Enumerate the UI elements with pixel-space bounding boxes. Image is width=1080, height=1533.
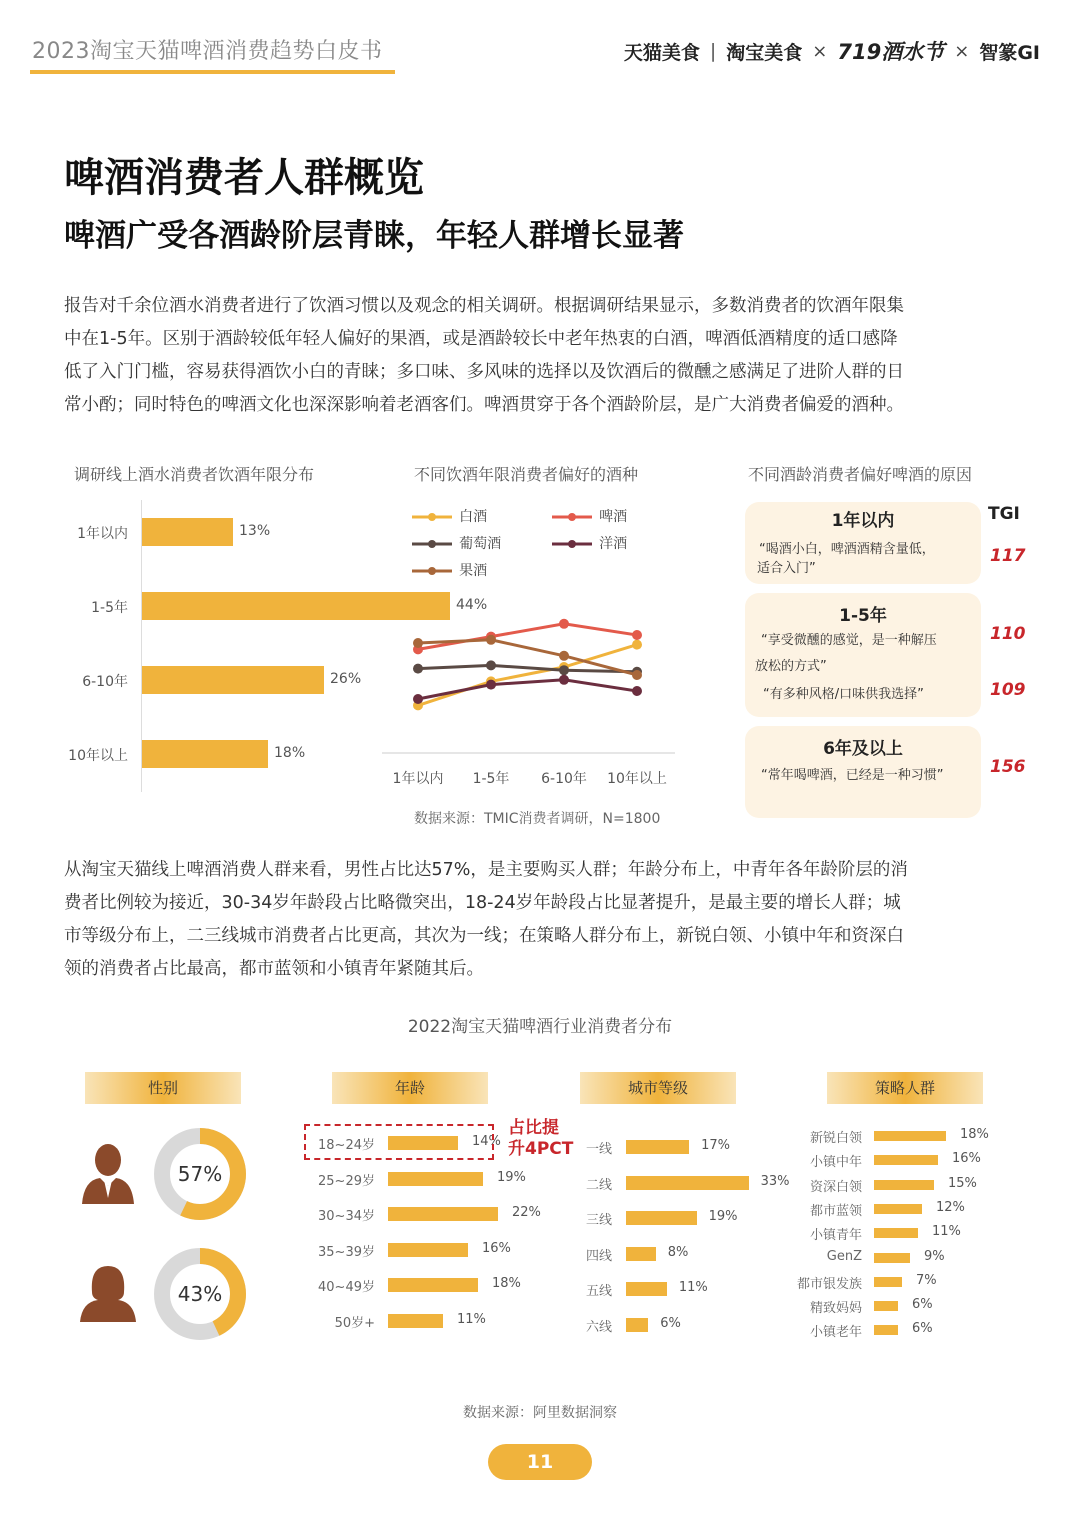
series-point: [413, 638, 423, 648]
bar: [388, 1314, 443, 1328]
reason-quote: 放松的方式”: [755, 659, 827, 674]
series-point: [559, 619, 569, 629]
x-tick-label: 6-10年: [541, 771, 587, 787]
bar-category-label: 50岁+: [334, 1315, 375, 1331]
series-point: [413, 694, 423, 704]
bar: [874, 1204, 922, 1214]
bar-value-label: 7%: [916, 1272, 937, 1288]
legend-label: 洋酒: [599, 536, 628, 552]
legend-swatch-beer: [550, 511, 594, 523]
reason-quote: 适合入门”: [757, 561, 816, 576]
bar-value-label: 44%: [456, 597, 488, 613]
bar-category-label: 新锐白领: [809, 1131, 862, 1146]
reason-card-head: 1年以内: [831, 511, 895, 531]
page-subtitle: 啤酒广受各酒龄阶层青睐，年轻人群增长显著: [64, 218, 684, 254]
age-highlight-line: 占比提: [508, 1118, 559, 1138]
bar-value-label: 16%: [952, 1151, 981, 1167]
distribution-line: 市等级分布上，二三线城市消费者占比更高，其次为一线；在策略人群分布上，新锐白领、小镇中年和资深白: [64, 926, 904, 946]
years-chart-title: 调研线上酒水消费者饮酒年限分布: [74, 465, 315, 484]
series-point: [632, 686, 642, 696]
bar-value-label: 19%: [497, 1169, 526, 1185]
reason-card-head: 6年及以上: [823, 739, 903, 759]
series-point: [559, 665, 569, 675]
bar-category-label: 六线: [585, 1319, 612, 1335]
tgi-value: 109: [990, 680, 1026, 700]
logo-719-festival: 719酒水节: [837, 40, 945, 64]
category-head-city: 城市等级: [580, 1072, 736, 1104]
male-share-label: 57%: [177, 1162, 223, 1186]
reasons-title: 不同酒龄消费者偏好啤酒的原因: [748, 465, 973, 484]
category-head-age: 年龄: [332, 1072, 488, 1104]
bar-category-label: 6-10年: [82, 674, 128, 690]
legend-label: 白酒: [459, 509, 488, 525]
reason-card-1-5yr: [745, 593, 981, 717]
bar-value-label: 18%: [492, 1276, 521, 1291]
segment-bar-chart: [780, 1126, 1040, 1346]
female-person-icon: [78, 1262, 138, 1322]
bar-category-label: 1-5年: [91, 600, 128, 616]
partner-logos: [624, 36, 1040, 66]
bar-category-label: 小镇青年: [809, 1228, 862, 1244]
report-title: 2023淘宝天猫啤酒消费趋势白皮书: [32, 39, 383, 64]
page-title: 啤酒消费者人群概览: [64, 155, 424, 201]
x-tick-label: 10年以上: [607, 771, 667, 787]
bar-value-label: 11%: [932, 1224, 961, 1240]
legend-item-fruit: [410, 560, 487, 580]
bar-value-label: 17%: [701, 1138, 731, 1153]
bar-category-label: 精致妈妈: [809, 1301, 862, 1317]
series-line: [418, 624, 637, 650]
reason-quote: “常年喝啤酒，已经是一种习惯”: [761, 768, 944, 783]
city-bar-chart: [570, 1128, 790, 1338]
series-point: [632, 670, 642, 680]
bar: [626, 1211, 697, 1225]
legend-label: 啤酒: [599, 509, 628, 525]
series-point: [486, 680, 496, 690]
bar-category-label: 10年以上: [68, 748, 128, 764]
wine-pref-line-chart: [380, 595, 680, 795]
bar: [874, 1325, 898, 1335]
series-point: [632, 640, 642, 650]
distribution-line: 从淘宝天猫线上啤酒消费人群来看，男性占比达57%，是主要购买人群；年龄分布上，中青年各年龄阶层的消: [64, 860, 908, 880]
series-point: [559, 651, 569, 661]
bar-category-label: 35~39岁: [318, 1244, 375, 1260]
legend-item-baijiu: [410, 506, 487, 526]
bar: [626, 1140, 689, 1154]
bar-value-label: 18%: [960, 1127, 989, 1142]
reason-quote: “有多种风格/口味供我选择”: [763, 687, 924, 702]
bar: [626, 1247, 656, 1261]
bar-value-label: 11%: [457, 1311, 486, 1327]
bar-category-label: 小镇老年: [809, 1325, 862, 1341]
legend-label: 葡萄酒: [459, 536, 502, 552]
bar-value-label: 13%: [239, 523, 271, 539]
bar-category-label: 18~24岁: [318, 1138, 375, 1153]
series-point: [486, 660, 496, 670]
intro-line: 常小酌；同时特色的啤酒文化也深深影响着老酒客们。啤酒贯穿于各个酒龄阶层，是广大消费者偏爱的酒种。: [64, 395, 904, 415]
legend-item-beer: [550, 506, 627, 526]
bar: [874, 1180, 934, 1190]
series-line: [418, 645, 637, 706]
bar: [626, 1318, 648, 1332]
reason-quote: “喝酒小白，啤酒酒精含量低，: [759, 542, 935, 557]
bar-value-label: 6%: [912, 1321, 933, 1337]
bar: [388, 1207, 498, 1221]
bar: [626, 1282, 667, 1296]
source-tmic: 数据来源：TMIC消费者调研，N=1800: [414, 811, 661, 827]
intro-line: 中在1-5年。区别于酒龄较低年轻人偏好的果酒，或是酒龄较长中老年热衷的白酒，啤酒低酒精度的适口感降: [64, 329, 898, 349]
line-legend: [410, 506, 670, 586]
age-highlight-line: 升4PCT: [508, 1139, 574, 1159]
bar: [874, 1277, 902, 1287]
female-share-label: 43%: [177, 1282, 223, 1306]
intro-line: 报告对千余位酒水消费者进行了饮酒习惯以及观念的相关调研。根据调研结果显示，多数消费者的饮酒年限集: [64, 296, 904, 316]
bar: [874, 1301, 898, 1311]
bar: [388, 1243, 468, 1257]
bar-value-label: 26%: [330, 671, 362, 687]
distribution-paragraph: [64, 854, 1016, 986]
reason-card-head: 1-5年: [839, 606, 887, 626]
distribution-line: 领的消费者占比最高，都市蓝领和小镇青年紧随其后。: [64, 959, 484, 979]
bar: [874, 1131, 946, 1141]
legend-label: 果酒: [459, 563, 488, 579]
distribution-title: 2022淘宝天猫啤酒行业消费者分布: [407, 1017, 673, 1037]
legend-swatch-baijiu: [410, 511, 454, 523]
logo-tmall-food: 天猫美食: [623, 41, 700, 64]
intro-paragraph: [64, 290, 1016, 422]
bar-category-label: 资深白领: [809, 1179, 862, 1195]
x-tick-label: 1-5年: [472, 771, 510, 787]
bar-value-label: 8%: [667, 1244, 689, 1260]
bar-category-label: 三线: [585, 1213, 612, 1228]
tgi-value: 156: [990, 757, 1026, 777]
bar: [874, 1253, 910, 1263]
x-tick-label: 1年以内: [392, 771, 444, 787]
bar-value-label: 16%: [482, 1240, 511, 1256]
bar-category-label: 25~29岁: [318, 1173, 375, 1189]
distribution-line: 费者比例较为接近，30-34岁年龄段占比略微突出，18-24岁年龄段占比显著提升，是最主要的增长人群；城: [64, 893, 901, 913]
bar-category-label: 五线: [585, 1284, 612, 1299]
source-alibaba: 数据来源：阿里数据洞察: [463, 1405, 617, 1421]
page-number: 11: [488, 1444, 592, 1480]
wine-pref-chart-title: 不同饮酒年限消费者偏好的酒种: [414, 465, 639, 484]
legend-swatch-spirits: [550, 538, 594, 550]
bar-category-label: 40~49岁: [318, 1280, 375, 1295]
reason-card-under-1yr: [745, 502, 981, 584]
legend-item-wine: [410, 533, 501, 553]
cross-icon: ×: [812, 40, 828, 62]
bar: [874, 1228, 918, 1238]
series-point: [559, 675, 569, 685]
bar-value-label: 22%: [512, 1205, 541, 1220]
bar-category-label: 1年以内: [77, 526, 128, 542]
tgi-header: TGI: [988, 504, 1020, 524]
logo-separator: |: [709, 40, 717, 62]
series-point: [632, 630, 642, 640]
bar-category-label: 一线: [585, 1142, 612, 1157]
bar-value-label: 33%: [760, 1173, 790, 1189]
bar-value-label: 15%: [948, 1175, 977, 1191]
bar-category-label: 二线: [585, 1177, 612, 1193]
bar-value-label: 6%: [660, 1315, 681, 1331]
series-point: [486, 635, 496, 645]
tgi-value: 110: [990, 624, 1026, 644]
bar: [388, 1278, 478, 1292]
bar: [388, 1172, 483, 1186]
logo-taobao-food: 淘宝美食: [726, 41, 803, 64]
reason-quote: “享受微醺的感觉，是一种解压: [761, 633, 937, 648]
age-highlight-box: [304, 1124, 494, 1160]
reason-card-6yr-plus: [745, 726, 981, 818]
bar-category-label: 都市蓝领: [809, 1203, 862, 1219]
male-person-icon: [78, 1140, 138, 1204]
bar-value-label: 6%: [912, 1297, 933, 1313]
bar: [142, 666, 324, 694]
bar-value-label: 11%: [678, 1280, 708, 1295]
bar-category-label: 30~34岁: [318, 1209, 375, 1224]
series-point: [413, 664, 423, 674]
header-underline: [30, 70, 395, 74]
bar: [142, 740, 268, 768]
bar-value-label: 18%: [274, 745, 306, 761]
legend-swatch-wine: [410, 538, 454, 550]
bar-value-label: 19%: [708, 1209, 738, 1224]
bar: [874, 1155, 938, 1165]
logo-growth-insight: 智篆GI: [979, 41, 1040, 64]
category-head-segment: 策略人群: [827, 1072, 983, 1104]
bar-category-label: 都市银发族: [796, 1276, 862, 1292]
bar-category-label: 四线: [585, 1248, 612, 1264]
bar-value-label: 9%: [924, 1248, 945, 1264]
cross-icon: ×: [954, 40, 970, 62]
bar: [626, 1176, 749, 1190]
bar-category-label: 小镇中年: [809, 1155, 862, 1171]
category-head-gender: 性别: [85, 1072, 241, 1104]
bar-category-label: GenZ: [826, 1248, 862, 1264]
intro-line: 低了入门门槛，容易获得酒饮小白的青睐；多口味、多风味的选择以及饮酒后的微醺之感满足了进阶人群的日: [64, 362, 904, 382]
legend-swatch-fruit: [410, 565, 454, 577]
age-highlight-note: [508, 1118, 573, 1160]
bar-value-label: 14%: [472, 1134, 501, 1149]
bar: [142, 518, 233, 546]
tgi-value: 117: [990, 546, 1026, 566]
legend-item-spirits: [550, 533, 627, 553]
bar-value-label: 12%: [936, 1199, 965, 1215]
